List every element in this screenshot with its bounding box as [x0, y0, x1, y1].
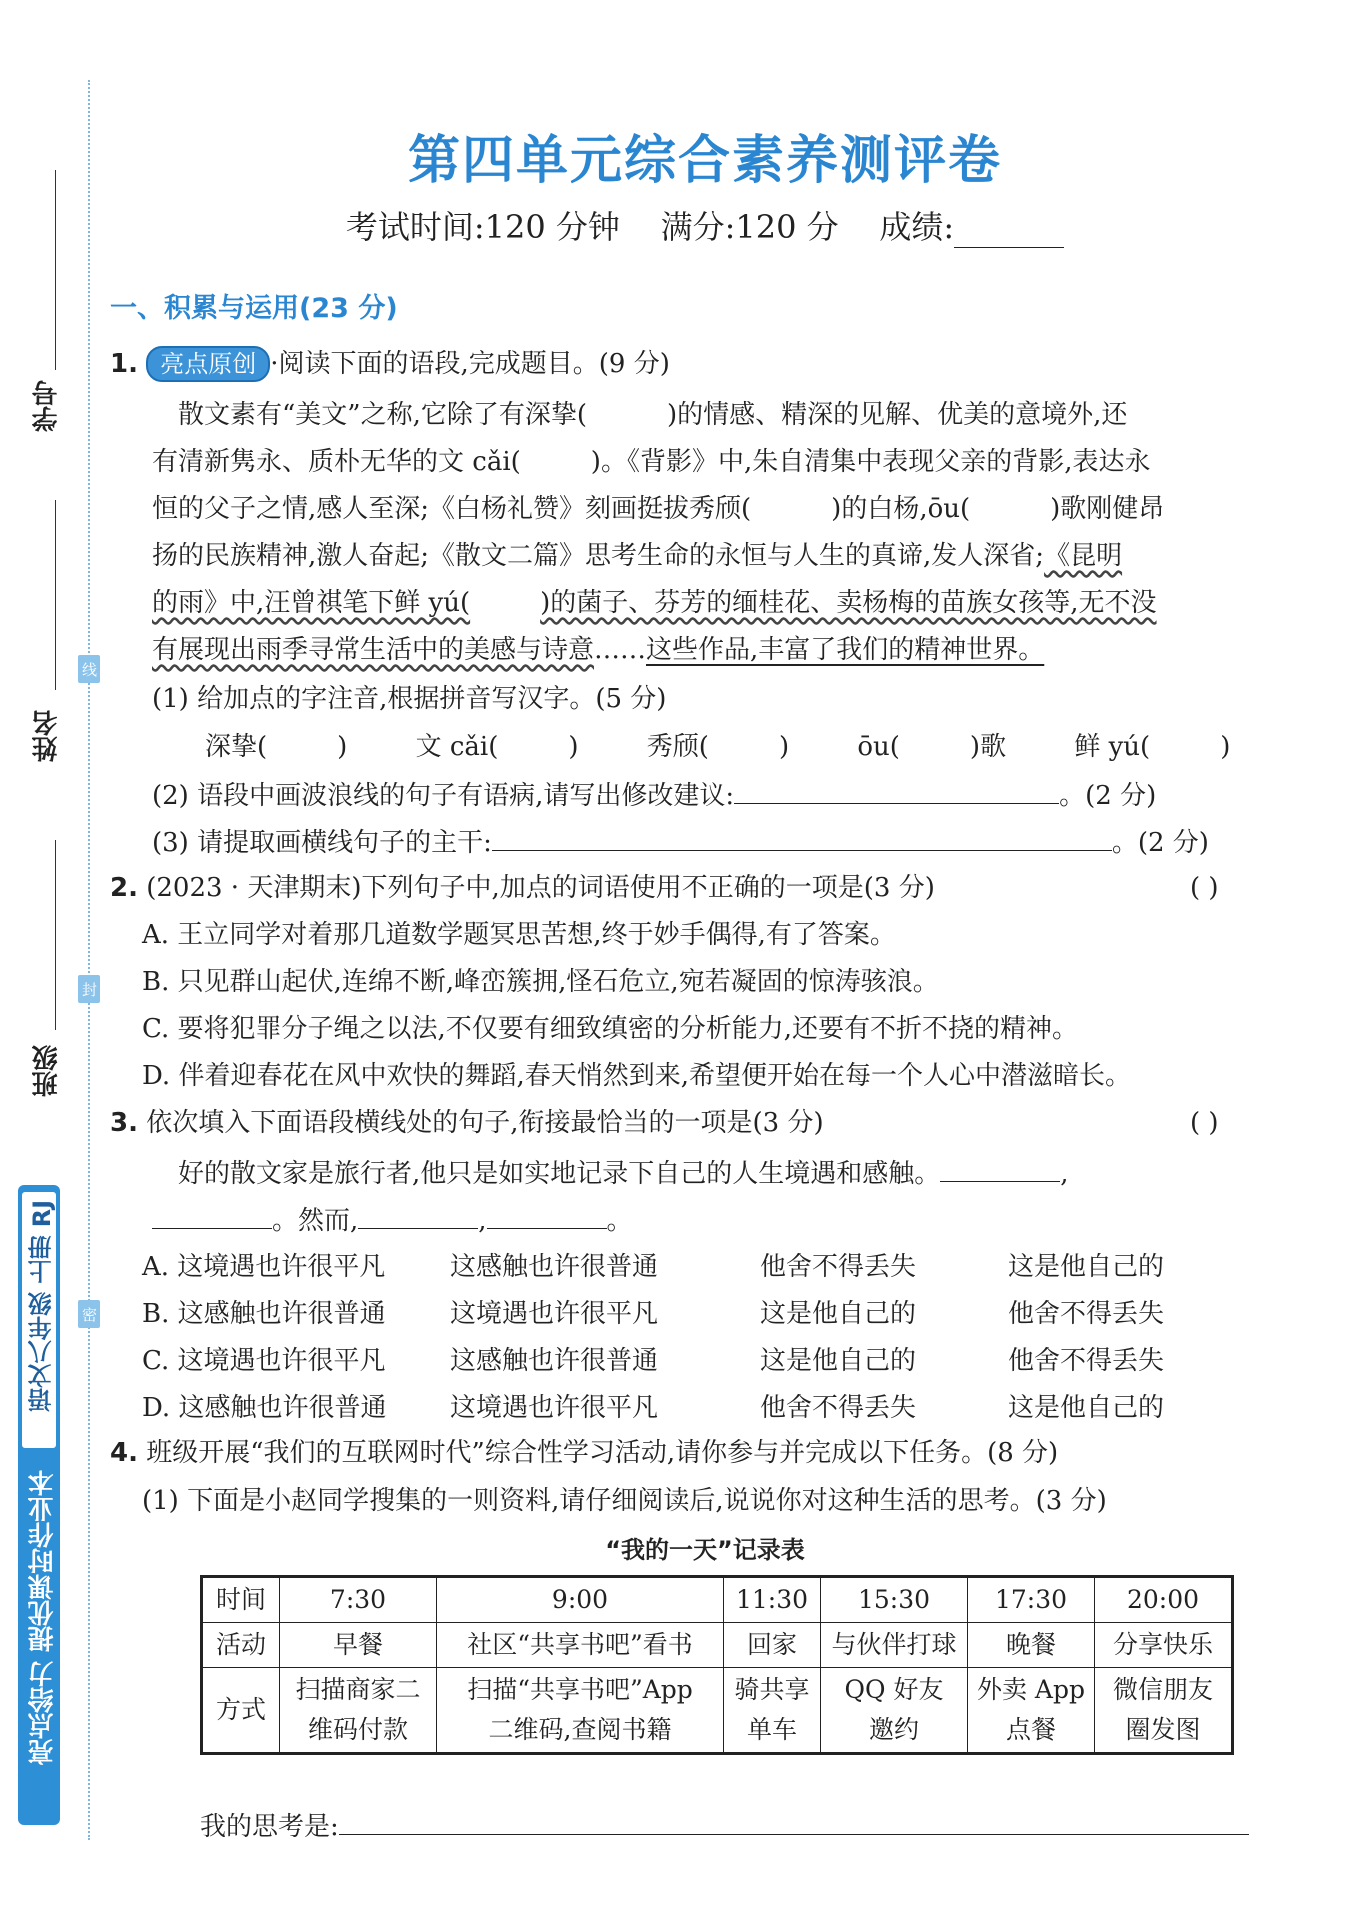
q1-badge: 亮点原创: [146, 346, 270, 382]
q3-number: 3.: [110, 1108, 138, 1138]
exam-time: 考试时间:120 分钟: [345, 208, 620, 246]
q1-prompt: ·阅读下面的语段,完成题目。(9 分): [270, 349, 670, 379]
q1-wavy-text: )的菌子、芬芳的缅桂花、卖杨梅的苗族女孩等,无不没: [540, 588, 1157, 618]
q1-sub2-end: 。(2 分): [1059, 781, 1157, 811]
q3-option-part: 这是他自己的: [1008, 1393, 1165, 1423]
score-blank[interactable]: [954, 217, 1064, 248]
table-cell: 17:30: [968, 1577, 1095, 1623]
q3-blank-3[interactable]: [358, 1202, 478, 1229]
thinking-blank[interactable]: [339, 1808, 1249, 1835]
exam-score-label: 成绩:: [879, 208, 955, 246]
q1-text: ……: [594, 635, 647, 665]
q2-prompt: (2023 · 天津期末)下列句子中,加点的词语使用不正确的一项是(3 分): [146, 873, 935, 903]
xuehao-label: 学号: [32, 380, 62, 432]
q1-wavy-text: 的雨》中,汪曾祺笔下鲜 yú(: [152, 588, 471, 618]
q3-option-part: 这是他自己的: [1008, 1252, 1165, 1282]
q4-number: 4.: [110, 1438, 138, 1468]
table-cell: 回家: [724, 1623, 821, 1668]
q1-para-line-4: [152, 539, 1122, 573]
q1-text: 有清新隽永、质朴无华的文 cǎi(: [152, 447, 521, 477]
q3-text: 。然而,: [272, 1206, 359, 1236]
q3-option-part: 他舍不得丢失: [1008, 1346, 1165, 1376]
q1-text: 扬的民族精神,激人奋起;《散文二篇》思考生命的永恒与人生的真谛,发人深省;: [152, 541, 1045, 571]
q3-text: 好的散文家是旅行者,他只是如实地记录下自己的人生境遇和感触。: [178, 1159, 941, 1189]
q1-item: ): [568, 732, 579, 762]
cell-line: QQ 好友: [844, 1675, 944, 1704]
q1-text: 恒的父子之情,感人至深;《白杨礼赞》刻画挺拔秀颀(: [152, 494, 752, 524]
record-table: [200, 1575, 1234, 1755]
q3-para-line-1: 好的散文家是旅行者,他只是如实地记录下自己的人生境遇和感触。 ,: [178, 1155, 1069, 1191]
q1-text: )的白杨,ōu(: [831, 494, 971, 524]
cell-line: 维码付款: [307, 1715, 408, 1744]
q2-answer-paren[interactable]: ( ): [1190, 873, 1219, 903]
q1-item: ōu(: [857, 732, 900, 762]
q3-option-part: 这是他自己的: [760, 1346, 917, 1376]
q1-item: )歌: [969, 732, 1007, 762]
q3-blank-2[interactable]: [152, 1202, 272, 1229]
q1-para-line-3: [152, 492, 1164, 526]
cell-line: 扫描“共享书吧”App: [467, 1675, 693, 1704]
q3-option-part: 这境遇也许很平凡: [450, 1393, 659, 1423]
q3-text: ,: [478, 1206, 487, 1236]
q1-text: 散文素有“美文”之称,它除了有深挚(: [178, 400, 587, 430]
thinking-label: 我的思考是:: [200, 1812, 339, 1842]
table-row-activity: [202, 1623, 1233, 1668]
cell-line: 单车: [746, 1715, 797, 1744]
q1-sub3-text: (3) 请提取画横线句子的主干:: [152, 828, 492, 858]
q3-header: [110, 1106, 824, 1140]
seal-tag-mi: 密: [78, 1300, 100, 1328]
table-cell: [1095, 1668, 1233, 1754]
q1-underlined-text: 这些作品,丰富了我们的精神世界。: [646, 635, 1045, 665]
table-cell: [437, 1668, 724, 1754]
q3-option[interactable]: B. 这感触也许很普通: [142, 1299, 386, 1329]
cell-line: 扫描商家二: [295, 1675, 421, 1704]
q1-wavy-text: 《昆明: [1044, 541, 1123, 571]
q1-item: ): [337, 732, 348, 762]
q1-sub1-items: [205, 730, 1230, 764]
q1-text: )的情感、精深的见解、优美的意境外,还: [667, 400, 1128, 430]
table-cell: 7:30: [280, 1577, 437, 1623]
seal-tag-xian: 线: [78, 655, 100, 683]
table-cell: 晚餐: [968, 1623, 1095, 1668]
q1-item: 秀颀(: [646, 732, 709, 762]
q3-text: 。: [606, 1206, 633, 1236]
xingming-line: [55, 500, 56, 690]
q1-sub2: [152, 777, 1156, 813]
table-cell: 早餐: [280, 1623, 437, 1668]
table-header-cell: 活动: [202, 1623, 280, 1668]
table-cell: [280, 1668, 437, 1754]
table-cell: 分享快乐: [1095, 1623, 1233, 1668]
brand-logo-text: 亮点给力 提优课时作业本: [28, 1470, 58, 1766]
q4-thinking: [200, 1808, 1249, 1844]
q1-sub2-blank[interactable]: [734, 777, 1059, 804]
q1-sub3-end: 。(2 分): [1111, 828, 1209, 858]
q3-option-part: 这感触也许很普通: [450, 1346, 659, 1376]
q3-option[interactable]: C. 这境遇也许很平凡: [142, 1346, 386, 1376]
exam-full-score: 满分:120 分: [660, 208, 839, 246]
q3-answer-paren[interactable]: ( ): [1190, 1108, 1219, 1138]
cell-line: 邀约: [868, 1715, 919, 1744]
q2-option-b[interactable]: B. 只见群山起伏,连绵不断,峰峦簇拥,怪石危立,宛若凝固的惊涛骇浪。: [142, 967, 939, 997]
q1-para-line-2: [152, 445, 1150, 479]
banji-line: [55, 840, 56, 1030]
q1-wavy-text: 有展现出雨季寻常生活中的美感与诗意: [152, 635, 595, 665]
cell-line: 微信朋友: [1112, 1675, 1213, 1704]
q1-header: [110, 346, 670, 382]
table-row-way: [202, 1668, 1233, 1754]
q3-blank-1[interactable]: [940, 1155, 1060, 1182]
table-cell: [968, 1668, 1095, 1754]
q4-prompt: 班级开展“我们的互联网时代”综合性学习活动,请你参与并完成以下任务。(8 分): [146, 1438, 1059, 1468]
q2-header: [110, 871, 935, 905]
binding-margin: [0, 0, 110, 1909]
table-header-cell: 时间: [202, 1577, 280, 1623]
q1-sub2-text: (2) 语段中画波浪线的句子有语病,请写出修改建议:: [152, 781, 735, 811]
q1-item: 鲜 yú(: [1074, 732, 1151, 762]
q3-option[interactable]: A. 这境遇也许很平凡: [142, 1252, 386, 1282]
q3-option-part: 他舍不得丢失: [760, 1393, 917, 1423]
q1-item: ): [1220, 732, 1231, 762]
q3-prompt: 依次填入下面语段横线处的句子,衔接最恰当的一项是(3 分): [146, 1108, 824, 1138]
q1-item: 深挚(: [205, 732, 268, 762]
q3-option-part: 这是他自己的: [760, 1299, 917, 1329]
q1-sub3-blank[interactable]: [492, 824, 1112, 851]
q3-blank-4[interactable]: [487, 1202, 607, 1229]
q1-item: 文 cǎi(: [415, 732, 499, 762]
xingming-label: 姓名: [32, 710, 62, 762]
record-table-title: “我的一天”记录表: [605, 1536, 805, 1564]
seal-tag-feng: 封: [78, 975, 100, 1003]
q3-option[interactable]: D. 这感触也许很普通: [142, 1393, 387, 1423]
cell-line: 外卖 App: [976, 1675, 1085, 1704]
q2-option-a[interactable]: A. 王立同学对着那几道数学题冥思苦想,终于妙手偶得,有了答案。: [142, 920, 896, 950]
table-cell: [724, 1668, 821, 1754]
perforation-line: [88, 80, 90, 1840]
table-cell: 11:30: [724, 1577, 821, 1623]
cell-line: 圈发图: [1125, 1715, 1201, 1744]
q1-text: )。《背影》中,朱自清集中表现父亲的背影,表达永: [590, 447, 1151, 477]
cell-line: 二维码,查阅书籍: [488, 1715, 672, 1744]
exam-info: [110, 202, 1300, 248]
table-cell: [821, 1668, 968, 1754]
q1-para-line-5: [152, 586, 1157, 620]
q3-para-line-2: [152, 1202, 633, 1238]
table-cell: 与伙伴打球: [821, 1623, 968, 1668]
section-1-title: 一、积累与运用(23 分): [110, 293, 398, 324]
table-cell: 社区“共享书吧”看书: [437, 1623, 724, 1668]
q2-number: 2.: [110, 873, 138, 903]
q1-item: ): [778, 732, 790, 762]
q3-option-part: 这境遇也许很平凡: [450, 1299, 659, 1329]
q2-option-c[interactable]: C. 要将犯罪分子绳之以法,不仅要有细致缜密的分析能力,还要有不折不挠的精神。: [142, 1014, 1079, 1044]
table-header-cell: 方式: [202, 1668, 280, 1754]
banji-label: 班级: [32, 1045, 62, 1097]
q1-sub3: [152, 824, 1209, 860]
q1-sub1: (1) 给加点的字注音,根据拼音写汉字。(5 分): [152, 684, 667, 714]
book-edition-text: 语文八年级 上册 RJ: [28, 1200, 56, 1413]
xuehao-line: [55, 170, 56, 370]
q3-option-part: 他舍不得丢失: [1008, 1299, 1165, 1329]
q3-option-part: 他舍不得丢失: [760, 1252, 917, 1282]
q3-option-part: 这感触也许很普通: [450, 1252, 659, 1282]
q1-number: 1.: [110, 349, 138, 379]
q2-option-d[interactable]: D. 伴着迎春花在风中欢快的舞蹈,春天悄然到来,希望便开始在每一个人心中潜滋暗长。: [142, 1061, 1131, 1091]
table-cell: 20:00: [1095, 1577, 1233, 1623]
table-cell: 15:30: [821, 1577, 968, 1623]
q4-sub1: (1) 下面是小赵同学搜集的一则资料,请仔细阅读后,说说你对这种生活的思考。(3 分): [142, 1486, 1107, 1516]
q1-para-line-1: [178, 398, 1127, 432]
table-row-time: [202, 1577, 1233, 1623]
q1-para-line-6: [152, 633, 1044, 667]
table-cell: 9:00: [437, 1577, 724, 1623]
q4-header: [110, 1436, 1058, 1470]
q1-text: )歌刚健昂: [1050, 494, 1165, 524]
page-title: 第四单元综合素养测评卷: [407, 130, 1002, 191]
cell-line: 骑共享: [734, 1675, 810, 1704]
cell-line: 点餐: [1005, 1715, 1056, 1744]
